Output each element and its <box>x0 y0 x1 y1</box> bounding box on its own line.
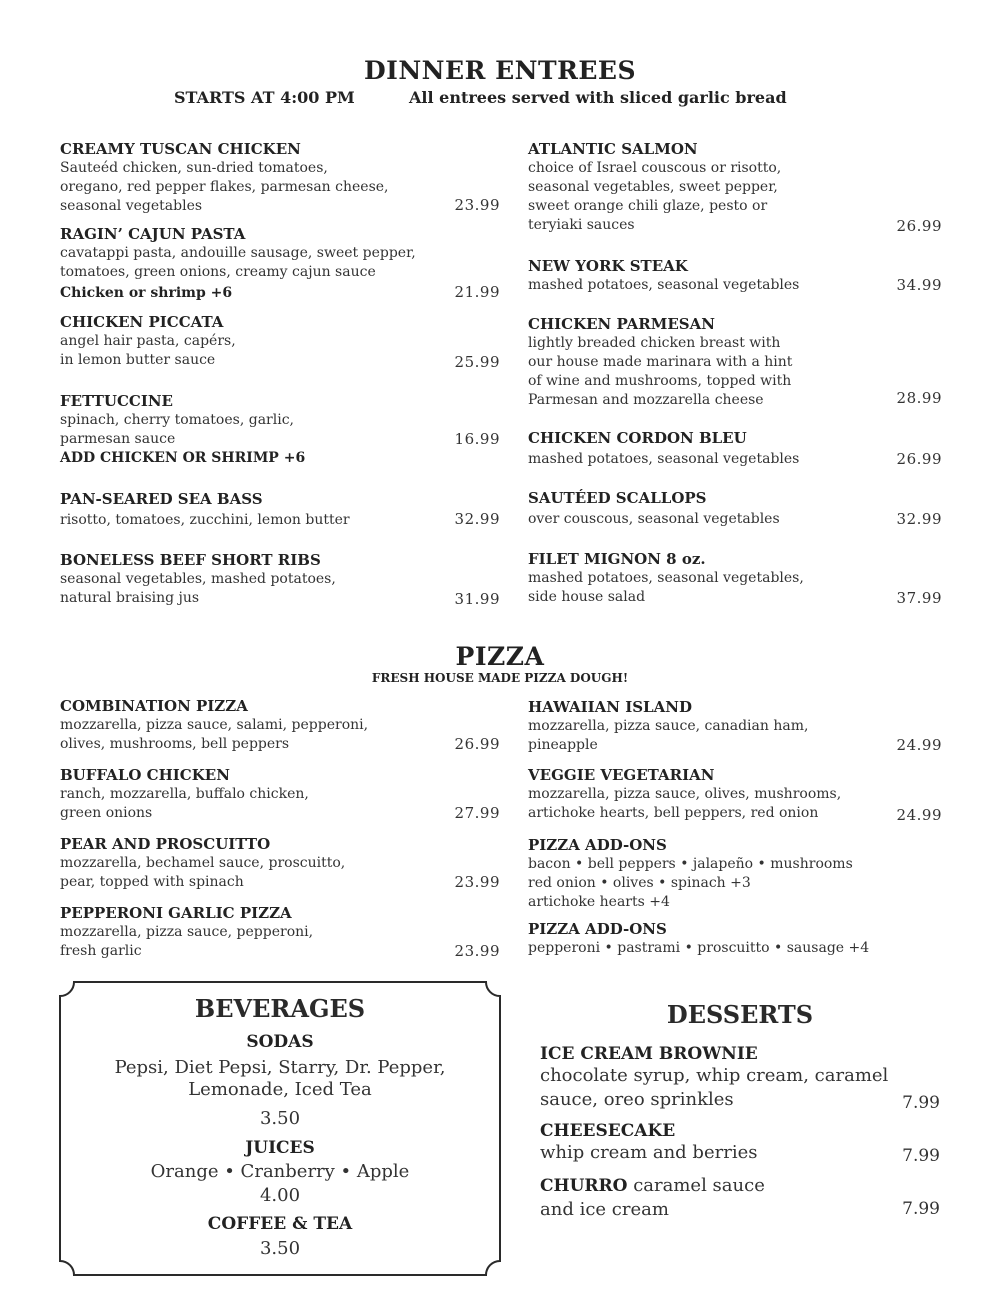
dinner-title: DINNER ENTREES <box>363 56 637 85</box>
item-desc: angel hair pasta, capérs, in lemon butter sauce <box>60 333 236 368</box>
item-name: CHICKEN PARMESAN <box>528 315 715 333</box>
dinner-starts: STARTS AT 4:00 PM <box>174 88 355 107</box>
item-price: 24.99 <box>896 806 942 824</box>
item-price: 23.99 <box>454 942 500 960</box>
dinner-served-note: All entrees served with sliced garlic bread <box>409 88 787 107</box>
dessert-item <box>540 1044 940 1112</box>
beverages-title: BEVERAGES <box>194 994 366 1023</box>
item-desc: mozzarella, pizza sauce, olives, mushrooms, artichoke hearts, bell peppers, red onion <box>528 786 842 821</box>
dessert-item <box>540 1121 940 1165</box>
pizza-addons <box>528 920 942 958</box>
item-price: 23.99 <box>454 196 500 214</box>
item-name: PIZZA ADD-ONS <box>528 920 667 938</box>
juices-line: Orange • Cranberry • Apple <box>150 1161 410 1182</box>
dessert-name: CHURRO <box>540 1176 628 1196</box>
item-price: 31.99 <box>454 590 500 608</box>
item-desc: mozzarella, bechamel sauce, proscuitto, pear, topped with spinach <box>60 855 346 890</box>
item-name: PEPPERONI GARLIC PIZZA <box>60 904 292 922</box>
item-price: 23.99 <box>454 873 500 891</box>
menu-item <box>60 392 500 468</box>
item-desc: choice of Israel couscous or risotto, seasonal vegetables, sweet pepper, sweet orange chili glaze, pesto or teryiaki sauces <box>528 160 782 233</box>
coffee-label: COFFEE & TEA <box>207 1214 353 1234</box>
sodas-line-2: Lemonade, Iced Tea <box>188 1079 372 1100</box>
pizza-item <box>528 766 942 823</box>
item-desc: seasonal vegetables, mashed potatoes, natural braising jus <box>60 571 336 606</box>
menu-item <box>528 489 942 529</box>
item-name: ATLANTIC SALMON <box>528 140 698 158</box>
pizza-item <box>60 766 500 823</box>
item-name: FETTUCCINE <box>60 392 173 410</box>
item-price: 26.99 <box>896 217 942 235</box>
dessert-price: 7.99 <box>902 1146 940 1166</box>
item-price: 28.99 <box>896 389 942 407</box>
item-name: CHICKEN PICCATA <box>60 313 224 331</box>
item-desc: mozzarella, pizza sauce, pepperoni, fresh garlic <box>60 924 314 959</box>
pizza-left-column <box>60 697 500 967</box>
item-price: 32.99 <box>896 510 942 528</box>
pizza-item <box>60 697 500 754</box>
item-desc: mozzarella, pizza sauce, canadian ham, pineapple <box>528 718 809 753</box>
item-desc: lightly breaded chicken breast with our house made marinara with a hint of wine and mushrooms, topped with Parmesan and mozzarella cheese <box>528 335 793 408</box>
item-desc: mashed potatoes, seasonal vegetables <box>528 277 800 293</box>
menu-item <box>528 429 942 469</box>
dessert-price: 7.99 <box>902 1093 940 1113</box>
item-price: 32.99 <box>454 510 500 528</box>
item-desc: Sauteéd chicken, sun-dried tomatoes, oregano, red pepper flakes, parmesan cheese, seasonal vegetables <box>60 160 389 214</box>
menu-item <box>60 490 500 530</box>
item-name: FILET MIGNON 8 oz. <box>528 550 706 568</box>
item-price: 26.99 <box>896 450 942 468</box>
dessert-name: ICE CREAM BROWNIE <box>540 1044 758 1064</box>
item-name: PAN-SEARED SEA BASS <box>60 490 263 508</box>
sodas-price: 3.50 <box>259 1108 301 1129</box>
item-name: PIZZA ADD-ONS <box>528 836 667 854</box>
dessert-line <box>540 1174 940 1198</box>
dessert-desc: chocolate syrup, whip cream, caramel sauce, oreo sprinkles <box>540 1065 889 1110</box>
menu-item <box>528 315 942 410</box>
juices-price: 4.00 <box>259 1185 301 1206</box>
dessert-name: CHEESECAKE <box>540 1121 676 1141</box>
juices-label: JUICES <box>245 1138 315 1158</box>
beverages-box <box>58 980 502 1277</box>
item-name: PEAR AND PROSCUITTO <box>60 835 271 853</box>
dessert-desc: whip cream and berries <box>540 1142 758 1163</box>
item-price: 27.99 <box>454 804 500 822</box>
pizza-subtitle: FRESH HOUSE MADE PIZZA DOUGH! <box>371 671 629 685</box>
menu-item <box>528 257 942 295</box>
item-name: SAUTÉED SCALLOPS <box>528 489 707 507</box>
item-name: HAWAIIAN ISLAND <box>528 698 692 716</box>
menu-item <box>528 550 942 607</box>
dinner-left-column <box>60 140 500 620</box>
coffee-price: 3.50 <box>259 1238 301 1259</box>
pizza-right-column <box>528 698 942 968</box>
item-note: ADD CHICKEN OR SHRIMP +6 <box>60 450 306 466</box>
item-desc: spinach, cherry tomatoes, garlic, parmesan sauce <box>60 412 294 447</box>
item-desc: mashed potatoes, seasonal vegetables, side house salad <box>528 570 804 605</box>
pizza-title: PIZZA <box>455 642 545 671</box>
menu-item <box>528 140 942 235</box>
item-desc: mashed potatoes, seasonal vegetables <box>528 451 800 467</box>
sodas-line-1: Pepsi, Diet Pepsi, Starry, Dr. Pepper, <box>114 1057 446 1078</box>
dessert-item <box>540 1174 940 1222</box>
desserts-title: DESSERTS <box>666 1000 814 1029</box>
dessert-desc: caramel sauce <box>627 1175 765 1196</box>
item-name: BUFFALO CHICKEN <box>60 766 230 784</box>
item-note: Chicken or shrimp +6 <box>60 285 233 301</box>
item-name: COMBINATION PIZZA <box>60 697 248 715</box>
item-name: BONELESS BEEF SHORT RIBS <box>60 551 321 569</box>
menu-item <box>60 225 500 303</box>
menu-item <box>60 551 500 608</box>
item-price: 21.99 <box>454 283 500 301</box>
item-price: 26.99 <box>454 735 500 753</box>
item-name: NEW YORK STEAK <box>528 257 688 275</box>
pizza-item <box>60 835 500 892</box>
dessert-desc-2: and ice cream <box>540 1199 669 1220</box>
pizza-addons <box>528 836 942 912</box>
item-name: CHICKEN CORDON BLEU <box>528 429 747 447</box>
item-price: 37.99 <box>896 589 942 607</box>
item-price: 24.99 <box>896 736 942 754</box>
menu-item <box>60 313 500 370</box>
sodas-label: SODAS <box>246 1032 314 1052</box>
item-name: VEGGIE VEGETARIAN <box>528 766 715 784</box>
item-name: RAGIN’ CAJUN PASTA <box>60 225 246 243</box>
item-price: 34.99 <box>896 276 942 294</box>
item-desc: over couscous, seasonal vegetables <box>528 511 780 527</box>
item-desc: pepperoni • pastrami • proscuitto • sausage +4 <box>528 940 870 956</box>
dessert-price: 7.99 <box>902 1199 940 1219</box>
item-desc: risotto, tomatoes, zucchini, lemon butter <box>60 512 350 528</box>
item-price: 25.99 <box>454 353 500 371</box>
menu-item <box>60 140 500 216</box>
desserts-list <box>540 1044 940 1224</box>
dinner-right-column <box>528 140 942 620</box>
item-desc: ranch, mozzarella, buffalo chicken, green onions <box>60 786 309 821</box>
item-price: 16.99 <box>454 430 500 448</box>
item-desc: mozzarella, pizza sauce, salami, pepperoni, olives, mushrooms, bell peppers <box>60 717 369 752</box>
item-desc: bacon • bell peppers • jalapeño • mushrooms red onion • olives • spinach +3 artichoke hearts +4 <box>528 856 853 910</box>
item-name: CREAMY TUSCAN CHICKEN <box>60 140 301 158</box>
pizza-item <box>60 904 500 961</box>
pizza-item <box>528 698 942 755</box>
item-desc: cavatappi pasta, andouille sausage, sweet pepper, tomatoes, green onions, creamy cajun sauce <box>60 245 416 280</box>
